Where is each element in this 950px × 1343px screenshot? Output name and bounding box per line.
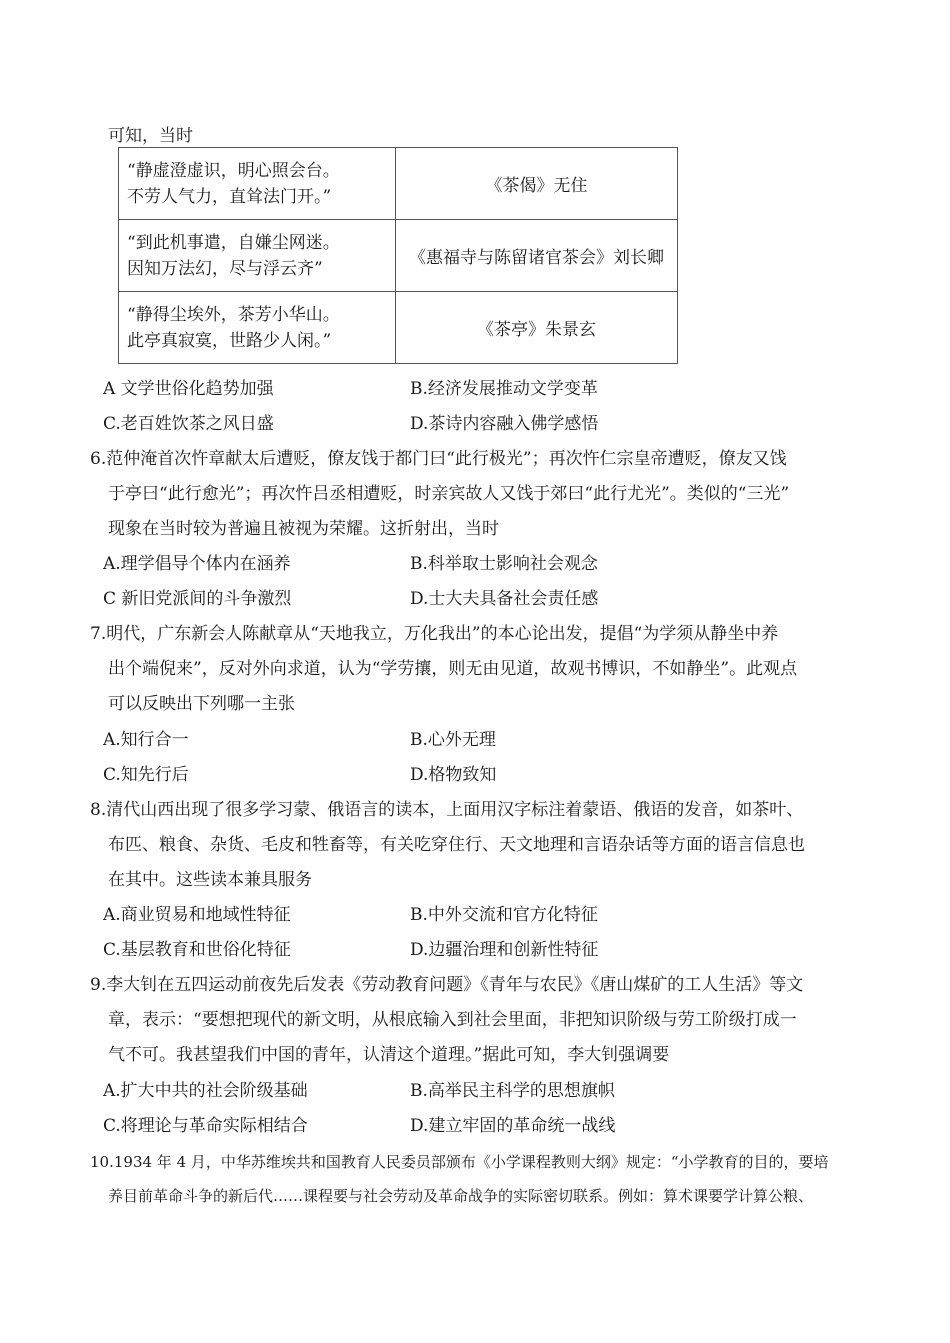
q9-stem-line: 9.李大钊在五四运动前夜先后发表《劳动教育问题》《青年与农民》《唐山煤矿的工人生活》等文 xyxy=(90,975,804,995)
q8-option-a: A.商业贸易和地域性特征 xyxy=(103,905,291,925)
q9-stem-line: 气不可。我甚望我们中国的青年，认清这个道理。”据此可知，李大钊强调要 xyxy=(108,1045,670,1065)
table-row xyxy=(119,292,678,364)
table-row xyxy=(119,148,678,220)
q6-stem-line: 6.范仲淹首次忤章献太后遭贬，僚友饯于都门曰“此行极光”；再次忤仁宗皇帝遭贬，僚友又饯 xyxy=(90,449,787,469)
q8-option-b: B.中外交流和官方化特征 xyxy=(410,905,598,925)
q10-stem-line: 10.1934 年 4 月，中华苏维埃共和国教育人民委员部颁布《小学课程教则大纲》规定：“小学教育的目的，要培 xyxy=(90,1153,829,1171)
poem-verse xyxy=(119,292,396,364)
q10-stem-line: 养目前革命斗争的新后代……课程要与社会劳动及革命战争的实际密切联系。例如：算术课要学计算公粮、 xyxy=(108,1187,814,1205)
q9-option-b: B.高举民主科学的思想旗帜 xyxy=(410,1081,615,1101)
q7-option-b: B.心外无理 xyxy=(410,730,496,750)
q8-stem-line: 8.清代山西出现了很多学习蒙、俄语言的读本，上面用汉字标注着蒙语、俄语的发音，如茶叶、 xyxy=(90,800,804,820)
verse-line: 不劳人气力，直耸法门开。” xyxy=(127,186,332,207)
q7-option-d: D.格物致知 xyxy=(410,765,497,785)
q5-option-c: C.老百姓饮茶之风日盛 xyxy=(103,414,274,434)
poem-verse xyxy=(119,220,396,292)
q9-option-a: A.扩大中共的社会阶级基础 xyxy=(103,1081,308,1101)
poem-verse xyxy=(119,148,396,220)
q7-stem-line: 出个端倪来”，反对外向求道，认为“学劳攘，则无由见道，故观书博识，不如静坐”。此观点 xyxy=(108,659,798,679)
poem-source: 《茶偈》无住 xyxy=(396,148,678,220)
q7-stem-line: 可以反映出下列哪一主张 xyxy=(108,694,295,714)
q6-option-b: B.科举取士影响社会观念 xyxy=(410,554,598,574)
q6-option-c: C 新旧党派间的斗争激烈 xyxy=(103,589,292,609)
q8-stem-line: 在其中。这些读本兼具服务 xyxy=(108,870,312,890)
question5-stem-tail: 可知，当时 xyxy=(108,126,193,146)
poem-source: 《惠福寺与陈留诸官茶会》刘长卿 xyxy=(396,220,678,292)
q7-option-c: C.知先行后 xyxy=(103,765,189,785)
q5-option-a: A 文学世俗化趋势加强 xyxy=(103,379,274,399)
q5-option-d: D.茶诗内容融入佛学感悟 xyxy=(410,414,599,434)
q6-stem-line: 现象在当时较为普遍且被视为荣耀。这折射出，当时 xyxy=(108,519,499,539)
table-row xyxy=(119,220,678,292)
poem-table xyxy=(118,147,678,364)
q6-option-d: D.士大夫具备社会责任感 xyxy=(410,589,599,609)
poem-source: 《茶亭》朱景玄 xyxy=(396,292,678,364)
q9-option-d: D.建立牢固的革命统一战线 xyxy=(410,1116,616,1136)
q9-option-c: C.将理论与革命实际相结合 xyxy=(103,1116,308,1136)
q8-option-c: C.基层教育和世俗化特征 xyxy=(103,940,291,960)
verse-line: “静得尘埃外，茶芳小华山。 xyxy=(127,304,340,325)
verse-line: “到此机事遣，自嫌尘网迷。 xyxy=(127,232,340,253)
q8-stem-line: 布匹、粮食、杂货、毛皮和牲畜等，有关吃穿住行、天文地理和言语杂话等方面的语言信息也 xyxy=(108,835,805,855)
q9-stem-line: 章，表示：“要想把现代的新文明，从根底输入到社会里面，非把知识阶级与劳工阶级打成一 xyxy=(108,1010,797,1030)
verse-line: “静虚澄虚识，明心照会台。 xyxy=(127,160,340,181)
q5-option-b: B.经济发展推动文学变革 xyxy=(410,379,598,399)
q6-stem-line: 于亭曰“此行愈光”；再次忤吕丞相遭贬，时亲宾故人又饯于郊曰“此行尤光”。类似的“三光” xyxy=(108,484,790,504)
q7-option-a: A.知行合一 xyxy=(103,730,189,750)
q7-stem-line: 7.明代，广东新会人陈献章从“天地我立，万化我出”的本心论出发，提倡“为学须从静坐中养 xyxy=(90,624,779,644)
q6-option-a: A.理学倡导个体内在涵养 xyxy=(103,554,291,574)
verse-line: 因知万法幻，尽与浮云齐” xyxy=(127,258,323,279)
verse-line: 此亭真寂寞，世路少人闲。” xyxy=(127,330,332,351)
q8-option-d: D.边疆治理和创新性特征 xyxy=(410,940,599,960)
